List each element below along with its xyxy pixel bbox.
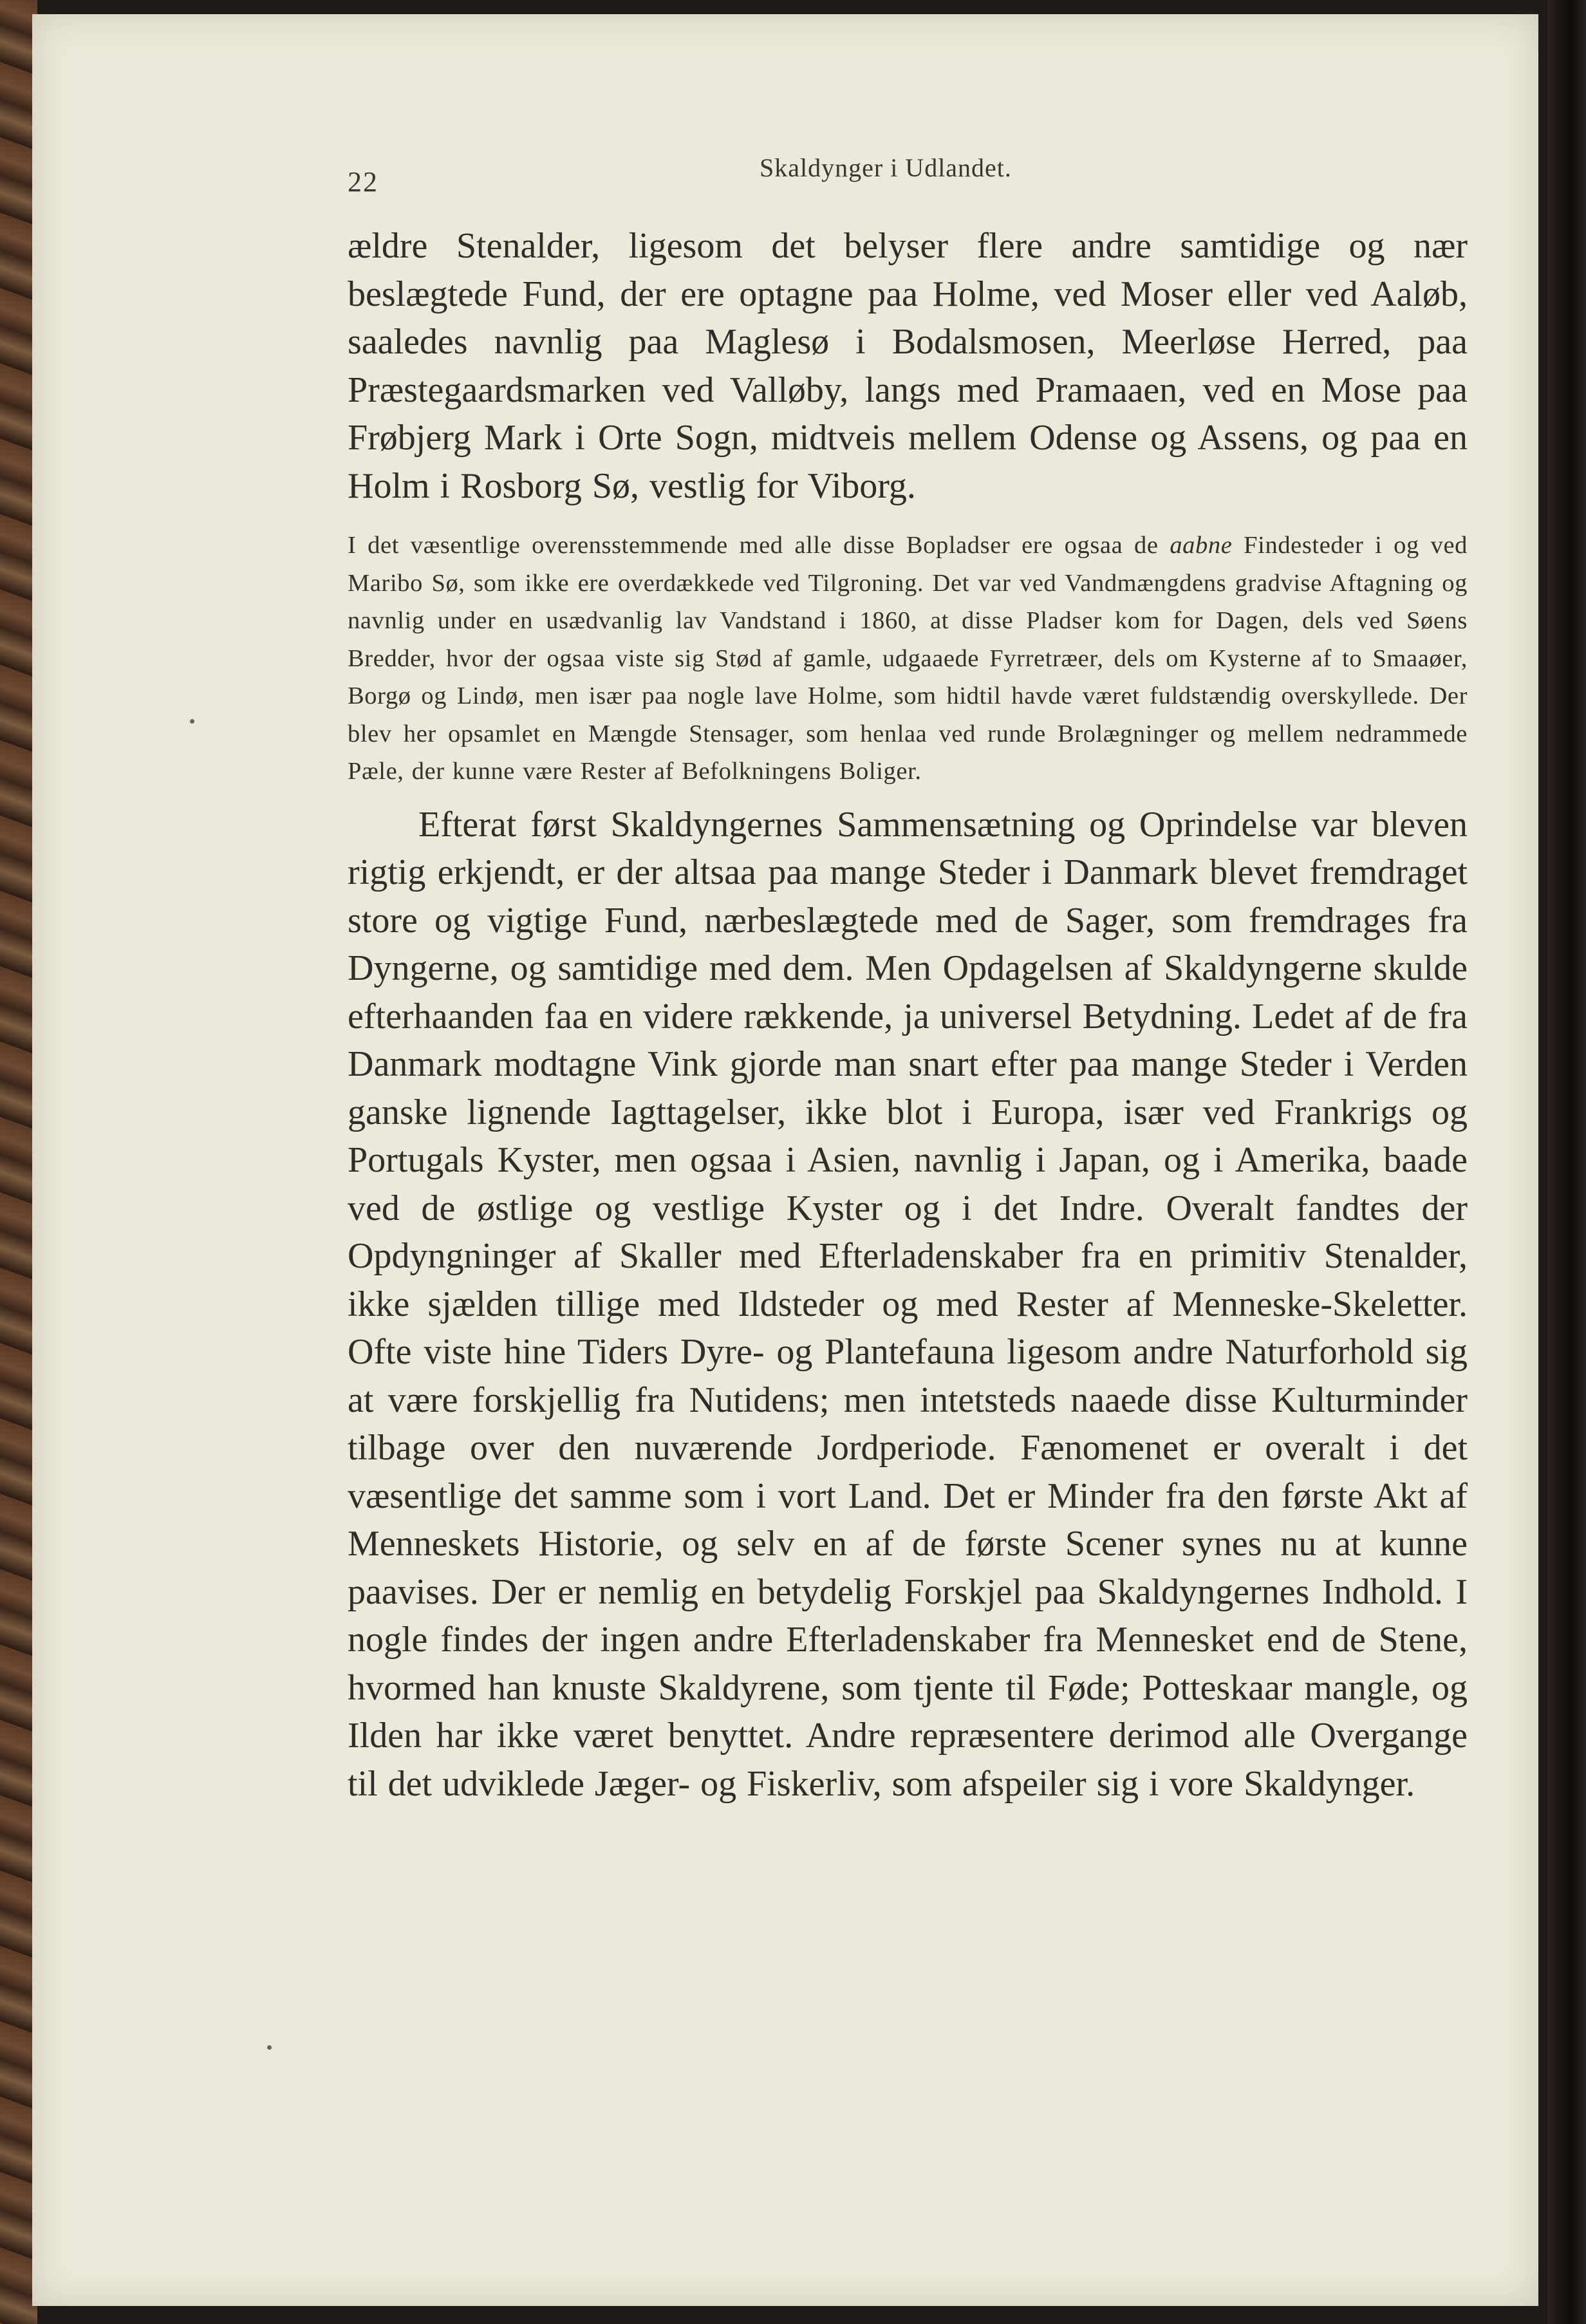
running-head <box>322 153 1480 198</box>
scan-speck <box>267 2045 272 2050</box>
running-title: Skaldynger i Udlandet. <box>760 153 1012 182</box>
note-lead: I det væsentlige overensstemmende med alle disse Bopladser ere ogsaa de <box>348 532 1159 559</box>
note-rest: Findesteder i og ved Maribo Sø, som ikke ere overdækkede ved Tilgroning. Det var ved Vandmængdens gradvise Aftagning og navnlig under en usædvanlig lav Vandstand i 1860, at disse Pladser kom for Dagen, dels ved Søens Bredder, hvor der ogsaa viste sig Stød af gamle, udgaaede Fyrretræer, dels om Kysterne af to Smaaøer, Borgø og Lindø, men især paa nogle lave Holme, som hidtil havde været fuldstændig overskyllede. Der blev her opsamlet en Mængde Stensager, som henlaa ved runde Brolægninger og mellem nedrammede Pæle, der kunne være Rester af Befolkningens Boliger. <box>348 532 1468 785</box>
paragraph-continuation: ældre Stenalder, ligesom det belyser flere andre samtidige og nær beslægtede Fund, der ere optagne paa Holme, ved Moser eller ved Aaløb, saaledes navnlig paa Maglesø i Bodalsmosen, Meerløse Herred, paa Præstegaardsmarken ved Valløby, langs med Pramaaen, ved en Mose paa Frøbjerg Mark i Orte Sogn, midtveis mellem Odense og Assens, og paa en Holm i Rosborg Sø, vestlig for Viborg. <box>348 226 1468 506</box>
note-emphasis: aabne <box>1170 532 1233 559</box>
small-print-note <box>348 527 1468 791</box>
scanned-page <box>32 14 1538 2306</box>
book-binding-right <box>1547 0 1586 2324</box>
page-content <box>322 153 1480 1808</box>
page-number: 22 <box>348 166 378 198</box>
paragraph-main: Efterat først Skaldyngernes Sammensætning og Oprindelse var bleven rigtig erkjendt, er der altsaa paa mange Steder i Danmark blevet fremdraget store og vigtige Fund, nærbeslægtede med de Sager, som fremdrages fra Dyngerne, og samtidige med dem. Men Opdagelsen af Skaldyngerne skulde efterhaanden faa en videre rækkende, ja universel Betydning. Ledet af de fra Danmark modtagne Vink gjorde man snart efter paa mange Steder i Verden ganske lignende Iagttagelser, ikke blot i Europa, især ved Frankrigs og Portugals Kyster, men ogsaa i Asien, navnlig i Japan, og i Amerika, baade ved de østlige og vestlige Kyster og i det Indre. Overalt fandtes der Opdyngninger af Skaller med Efterladenskaber fra en primitiv Stenalder, ikke sjælden tillige med Ildsteder og med Rester af Menneske-Skeletter. Ofte viste hine Tiders Dyre- og Plantefauna ligesom andre Naturforhold sig at være forskjellig fra Nutidens; men intetsteds naaede disse Kulturminder tilbage over den nuværende Jordperiode. Fænomenet er overalt i det væsentlige det samme som i vort Land. Det er Minder fra den første Akt af Menneskets Historie, og selv en af de første Scener synes nu at kunne paavises. Der er nemlig en betydelig Forskjel paa Skaldyngernes Indhold. I nogle findes der ingen andre Efterladenskaber fra Mennesket end de Stene, hvormed han knuste Skaldyrene, som tjente til Føde; Potteskaar mangle, og Ilden har ikke været benyttet. Andre repræsentere derimod alle Overgange til det udviklede Jæger- og Fiskerliv, som afspeiler sig i vore Skaldynger. <box>348 804 1468 1804</box>
scan-speck <box>190 719 194 724</box>
